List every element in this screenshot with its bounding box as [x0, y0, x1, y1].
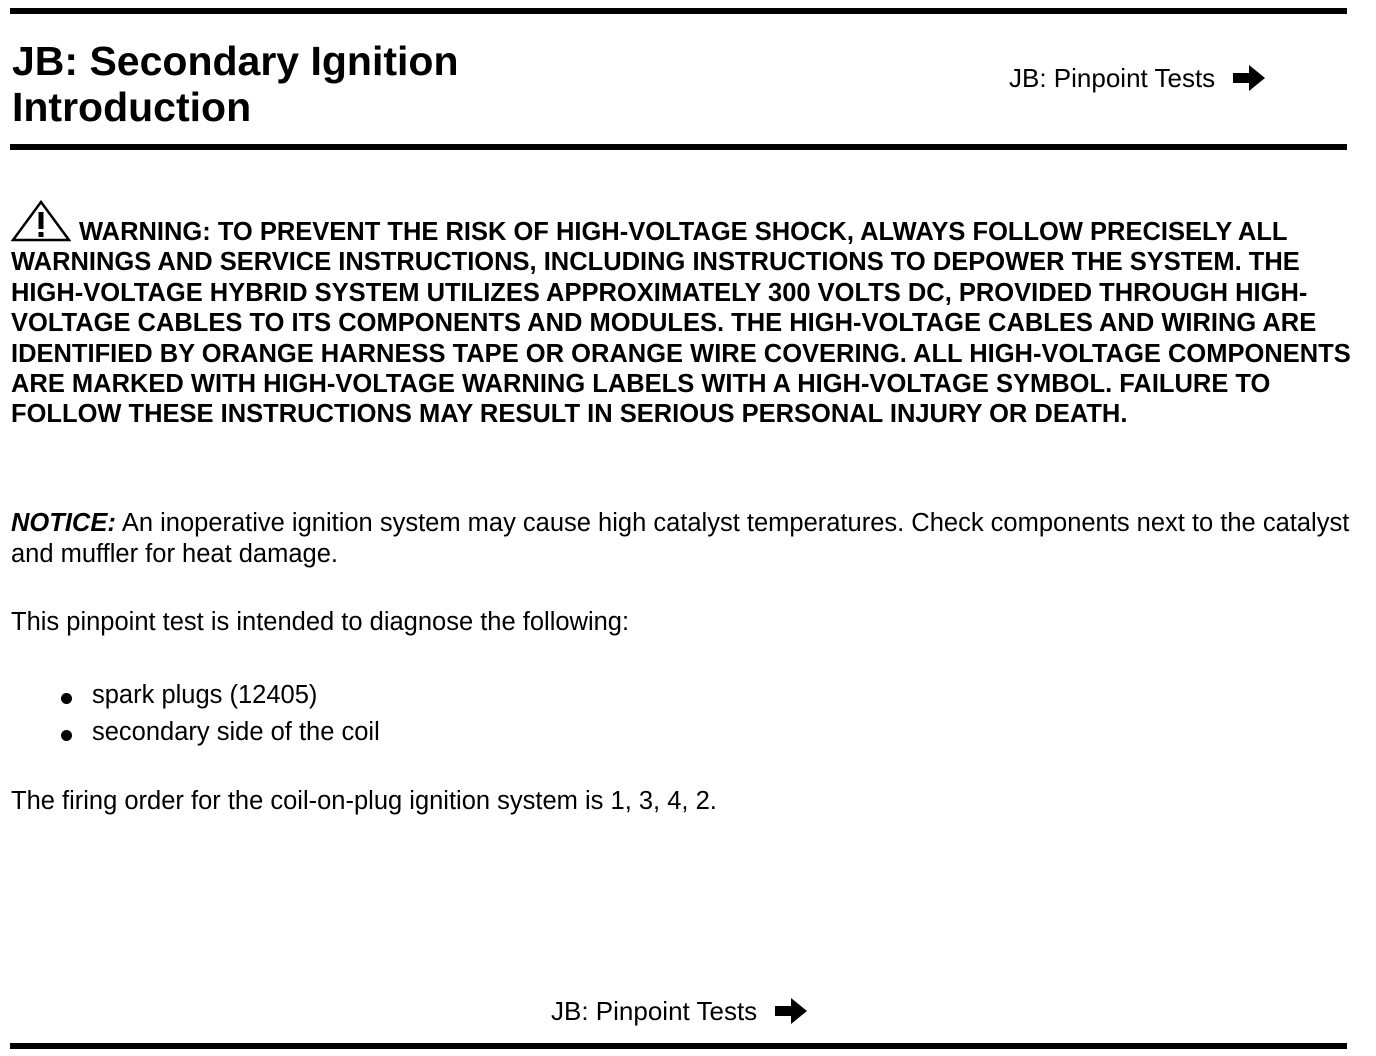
- list-item: [0, 680, 380, 717]
- right-arrow-icon[interactable]: [1233, 65, 1265, 91]
- list-item-text: spark plugs (12405): [92, 681, 318, 709]
- header-pinpoint-tests-label[interactable]: JB: Pinpoint Tests: [1009, 63, 1216, 93]
- firing-order-text: The firing order for the coil-on-plug ignition system is 1, 3, 4, 2.: [11, 787, 717, 815]
- warning-text: WARNING: TO PREVENT THE RISK OF HIGH-VOLTAGE SHOCK, ALWAYS FOLLOW PRECISELY ALL WARNINGS AND SERVICE INSTRUCTIONS, INCLUDING INSTRUCTIONS TO DEPOWER THE SYSTEM. THE HIGH-VOLTAGE HYBRID SYSTEM UTILIZES APPROXIMATELY 300 VOLTS DC, PROVIDED THROUGH HIGH-VOLTAGE CABLES TO ITS COMPONENTS AND MODULES. THE HIGH-VOLTAGE CABLES AND WIRING ARE IDENTIFIED BY ORANGE HARNESS TAPE OR ORANGE WIRE COVERING. ALL HIGH-VOLTAGE COMPONENTS ARE MARKED WITH HIGH-VOLTAGE WARNING LABELS WITH A HIGH-VOLTAGE SYMBOL. FAILURE TO FOLLOW THESE INSTRUCTIONS MAY RESULT IN SERIOUS PERSONAL INJURY OR DEATH.: [11, 218, 1351, 429]
- page-title-line1: JB: Secondary Ignition: [12, 38, 459, 84]
- list-item-text: secondary side of the coil: [92, 718, 380, 746]
- footer-pinpoint-tests-link[interactable]: [551, 996, 807, 1026]
- high-voltage-warning: [11, 200, 1351, 430]
- list-item: [0, 717, 380, 754]
- footer-pinpoint-tests-label[interactable]: JB: Pinpoint Tests: [551, 996, 758, 1026]
- page-title-line2: Introduction: [12, 84, 252, 130]
- header-pinpoint-tests-link[interactable]: [1009, 63, 1265, 93]
- intro-text: This pinpoint test is intended to diagnose the following:: [11, 608, 630, 636]
- bullet-icon: [61, 730, 72, 741]
- notice-paragraph: [11, 508, 1356, 570]
- warning-triangle-icon: [11, 200, 71, 244]
- right-arrow-icon[interactable]: [775, 998, 807, 1024]
- footer-divider: [10, 1043, 1347, 1049]
- diagnose-list: [0, 680, 380, 754]
- notice-label: NOTICE:: [11, 509, 116, 537]
- bullet-icon: [61, 693, 72, 704]
- notice-text: An inoperative ignition system may cause high catalyst temperatures. Check components next to the catalyst and muffler for heat damage.: [11, 509, 1350, 568]
- page-title: [12, 38, 459, 130]
- header-divider: [10, 144, 1347, 150]
- top-divider: [10, 8, 1347, 14]
